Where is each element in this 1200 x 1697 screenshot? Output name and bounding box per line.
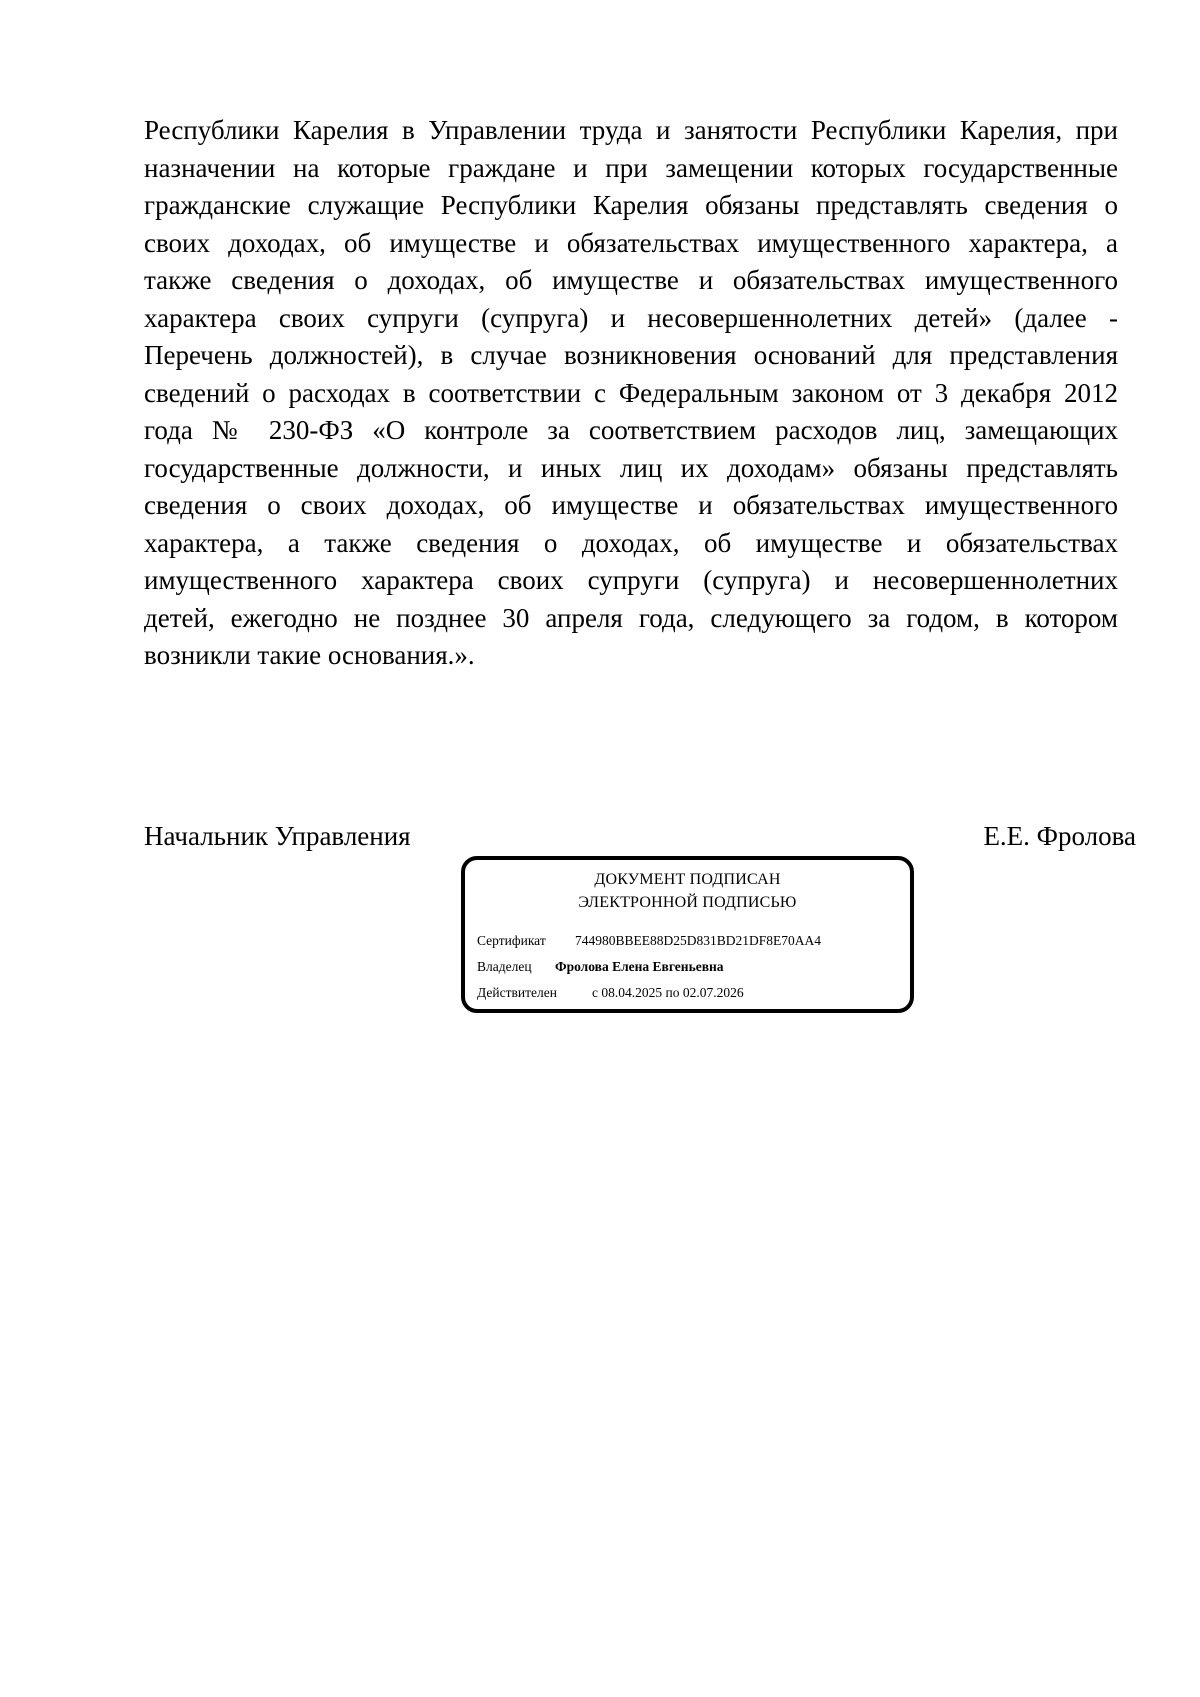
validity-label: Действителен <box>477 985 557 1000</box>
paragraph-line: гражданские служащие Республики Карелия обязаны представлять сведения о <box>144 190 1118 220</box>
signatory-name: Е.Е. Фролова <box>983 821 1136 851</box>
paragraph-line: сведений о расходах в соответствии с Федеральным законом от 3 декабря 2012 <box>144 377 1118 408</box>
owner-label: Владелец <box>477 959 532 974</box>
signature-row <box>144 818 1136 854</box>
paragraph-line: детей, ежегодно не позднее 30 апреля года, следующего за годом, в котором <box>144 602 1118 633</box>
paragraph-line: характера, а также сведения о доходах, об имуществе и обязательствах <box>144 527 1118 558</box>
stamp-validity-row <box>477 983 744 1003</box>
owner-value: Фролова Елена Евгеньевна <box>555 959 724 974</box>
stamp-certificate-row <box>477 931 821 951</box>
electronic-signature-stamp <box>461 856 914 1013</box>
paragraph-line: своих доходах, об имуществе и обязательствах имущественного характера, а <box>144 227 1118 258</box>
paragraph-line: назначении на которые граждане и при замещении которых государственные <box>144 152 1118 183</box>
stamp-title-line-1: ДОКУМЕНТ ПОДПИСАН <box>594 871 781 888</box>
body-paragraph <box>144 112 1118 675</box>
paragraph-line: Республики Карелия в Управлении труда и занятости Республики Карелия, при <box>144 115 1118 145</box>
paragraph-line: также сведения о доходах, об имуществе и обязательствах имущественного <box>144 265 1118 295</box>
paragraph-line: возникли такие основания.». <box>144 640 475 670</box>
paragraph-line: имущественного характера своих супруги (супруга) и несовершеннолетних <box>144 565 1118 595</box>
paragraph-line: государственные должности, и иных лиц их доходам» обязаны представлять <box>144 452 1118 483</box>
certificate-value: 744980BBEE88D25D831BD21DF8E70AA4 <box>575 933 822 948</box>
paragraph-line: сведения о своих доходах, об имуществе и обязательствах имущественного <box>144 490 1118 520</box>
validity-value: с 08.04.2025 по 02.07.2026 <box>592 985 744 1000</box>
paragraph-line: Перечень должностей), в случае возникновения оснований для представления <box>144 340 1118 370</box>
paragraph-line: года № 230-ФЗ «О контроле за соответствием расходов лиц, замещающих <box>144 415 1118 445</box>
certificate-label: Сертификат <box>477 933 546 948</box>
signatory-position: Начальник Управления <box>144 821 411 851</box>
stamp-title-line-2: ЭЛЕКТРОННОЙ ПОДПИСЬЮ <box>578 894 797 911</box>
stamp-owner-row <box>477 957 724 977</box>
paragraph-line: характера своих супруги (супруга) и несовершеннолетних детей» (далее - <box>144 302 1118 333</box>
